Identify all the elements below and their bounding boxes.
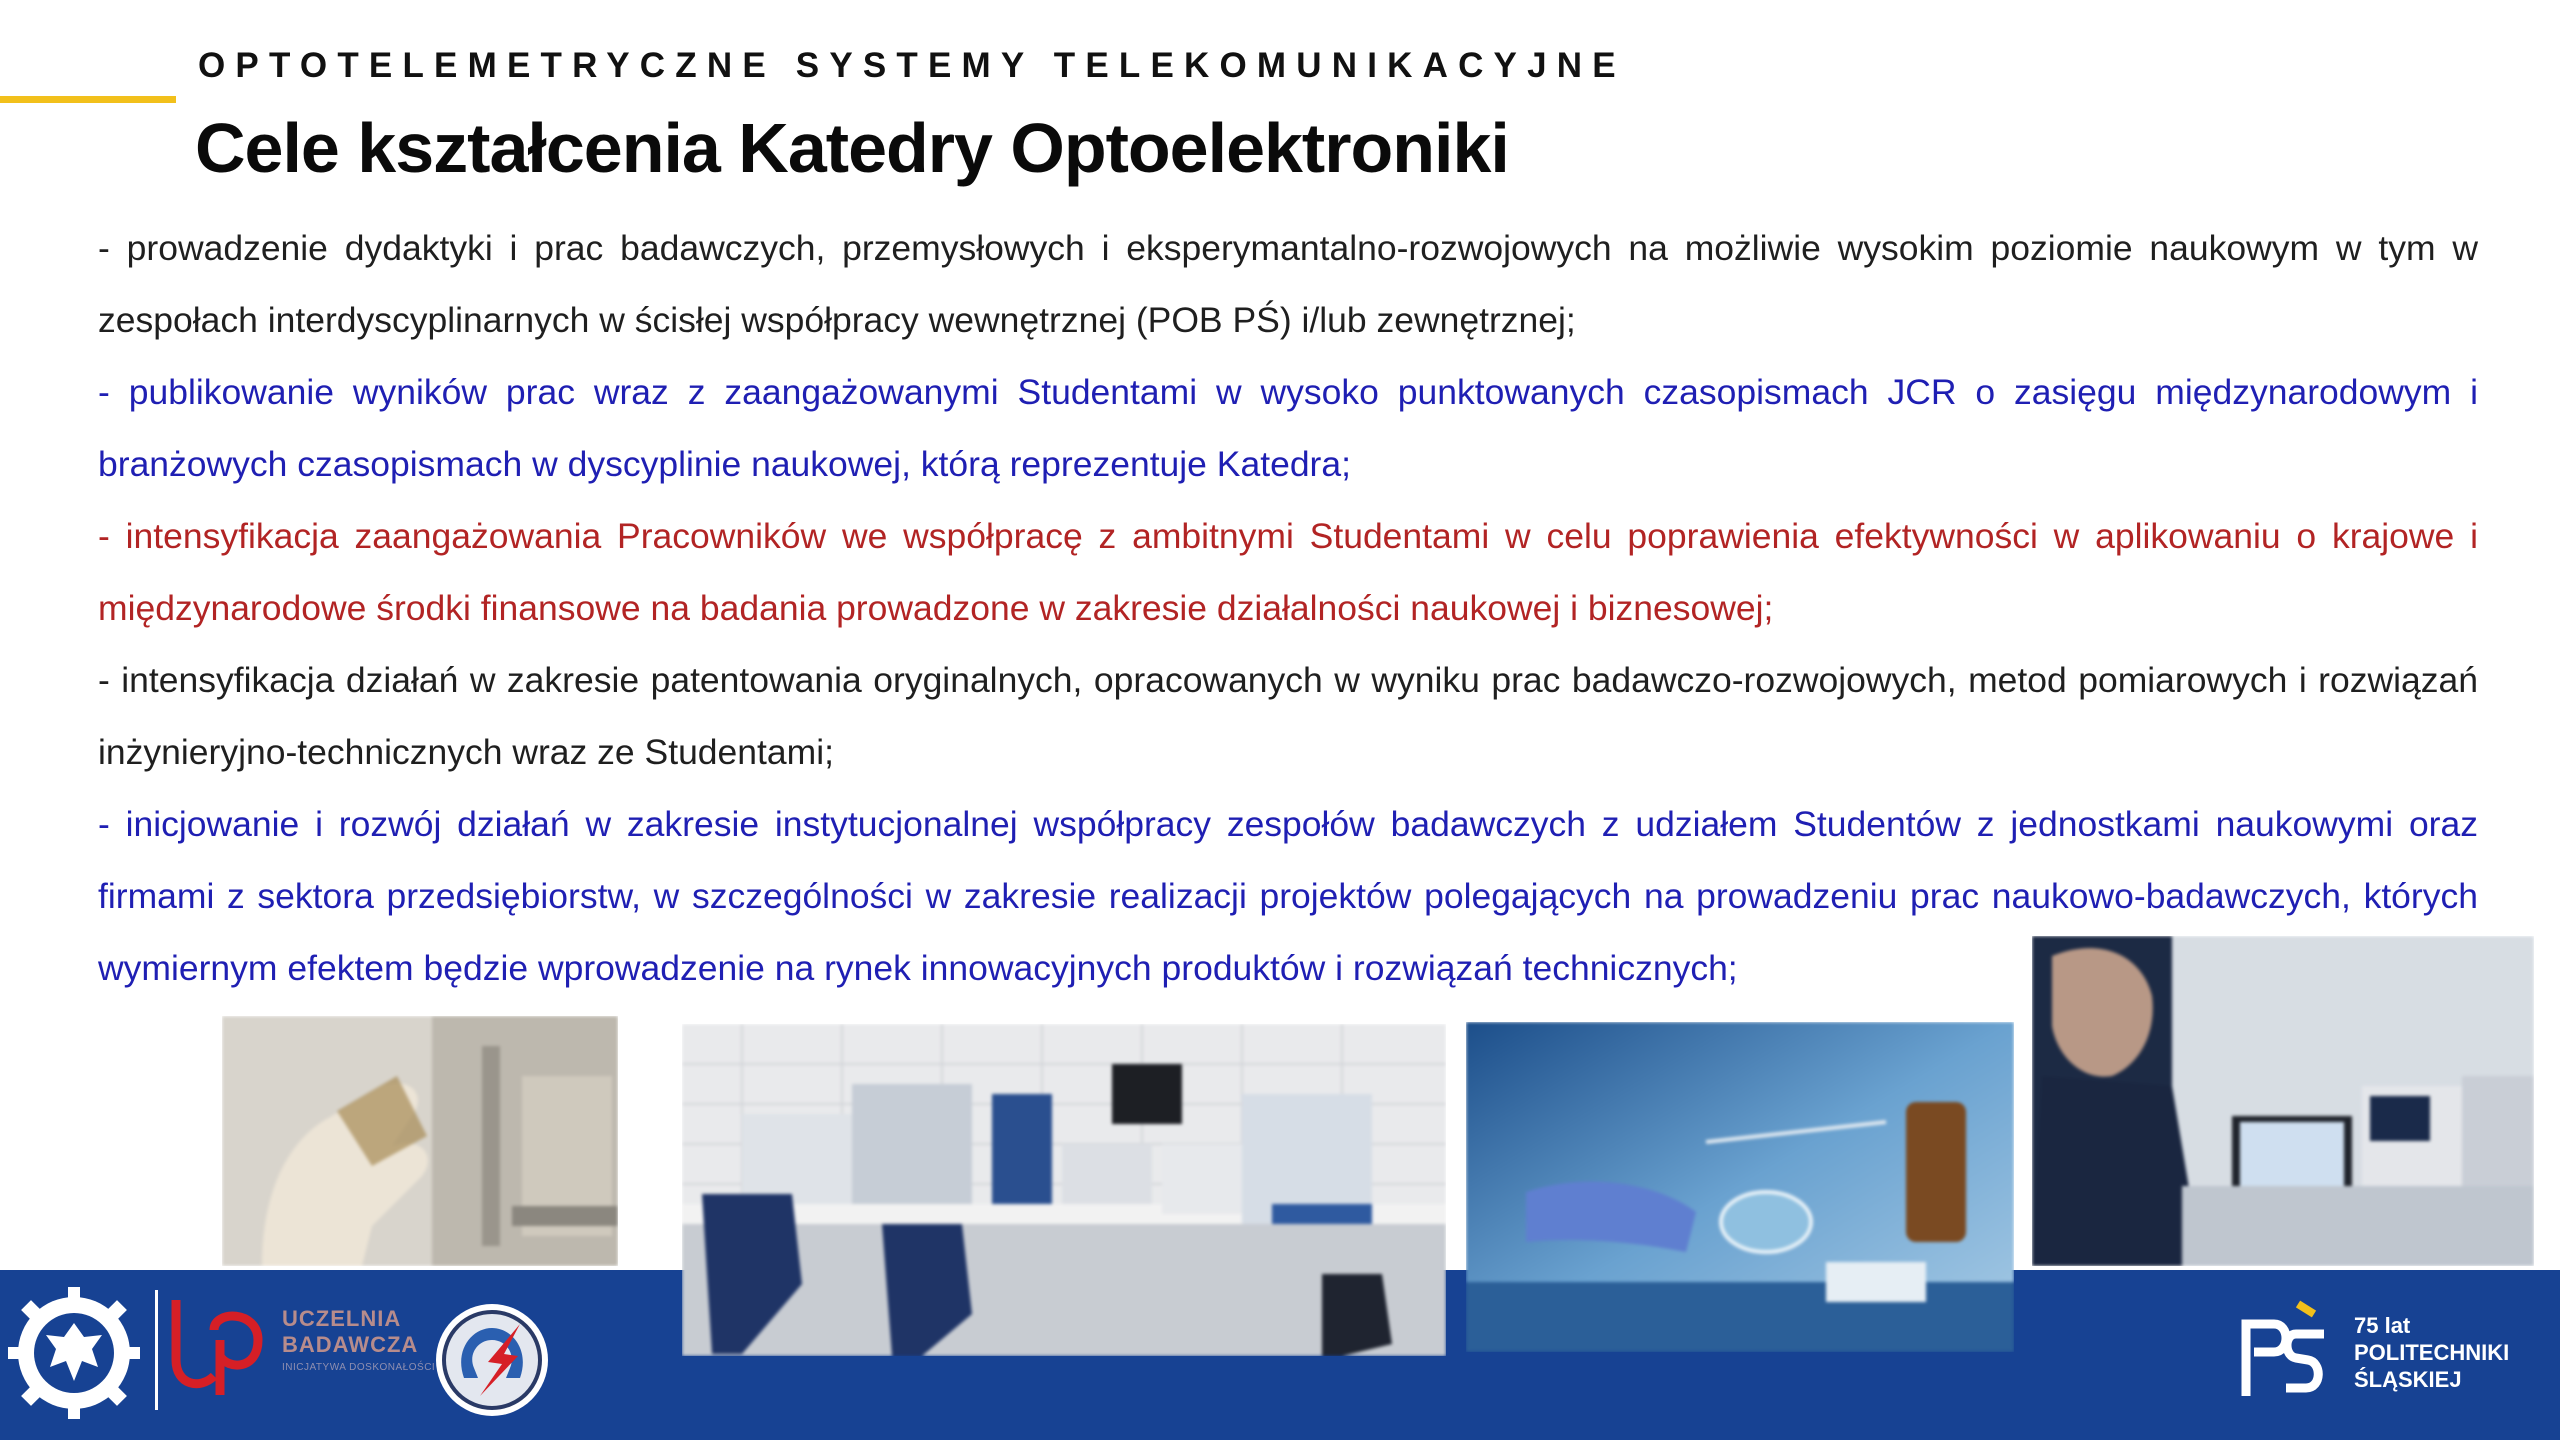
anniversary-text bbox=[2354, 1312, 2509, 1393]
university-seal-logo bbox=[6, 1285, 142, 1421]
objective-publications: - publikowanie wyników prac wraz z zaangażowanymi Studentami w wysoko punktowanych czasopismach JCR o zasięgu międzynarodowym i branżowych czasopismach w dyscyplinie naukowej, którą reprezentuje Katedra; bbox=[98, 372, 2478, 484]
anniv-line-2: POLITECHNIKI bbox=[2354, 1340, 2510, 1365]
ub-line-1: UCZELNIA bbox=[282, 1306, 402, 1331]
department-logo bbox=[432, 1300, 552, 1420]
accent-line bbox=[0, 96, 176, 103]
scientist-glass-image bbox=[1466, 1022, 2014, 1352]
photo-gloved-hand-sample bbox=[222, 1016, 618, 1266]
course-name: OPTOTELEMETRYCZNE SYSTEMY TELEKOMUNIKACYJNE bbox=[198, 46, 1626, 85]
engineer-oscilloscope-image bbox=[2032, 936, 2534, 1266]
anniv-line-3: ŚLĄSKIEJ bbox=[2354, 1367, 2462, 1392]
ub-subtitle: INICJATYWA DOSKONAŁOŚCI bbox=[282, 1362, 436, 1373]
page-title: Cele kształcenia Katedry Optoelektroniki bbox=[195, 109, 1509, 187]
gloved-hand-image bbox=[222, 1016, 618, 1266]
ub-title bbox=[282, 1306, 418, 1358]
photo-engineer-oscilloscope bbox=[2032, 936, 2534, 1266]
ub-logo-icon bbox=[168, 1290, 276, 1400]
anniversary-ps-logo bbox=[2238, 1300, 2330, 1400]
ub-line-2: BADAWCZA bbox=[282, 1332, 419, 1357]
lab-equipment-image bbox=[682, 1024, 1446, 1356]
lightning-omega-icon bbox=[432, 1300, 552, 1420]
anniv-line-1: 75 lat bbox=[2354, 1313, 2411, 1338]
objective-cooperation: - inicjowanie i rozwój działań w zakresie instytucjonalnej współpracy zespołów badawczych z udziałem Studentów z jednostkami naukowymi oraz firmami z sektora przedsiębiorstw, w szczególności w zakresie realizacji projektów polegających na prowadzeniu prac naukowo-badawczych, których wymiernym efektem będzie wprowadzenie na rynek innowacyjnych produktów i rozwiązań technicznych; bbox=[98, 804, 2478, 988]
objectives-list bbox=[98, 212, 2478, 1004]
photo-lab-equipment bbox=[682, 1024, 1446, 1356]
objective-funding: - intensyfikacja zaangażowania Pracowników we współpracę z ambitnymi Studentami w celu poprawienia efektywności w aplikowaniu o krajowe i międzynarodowe środki finansowe na badania prowadzone w zakresie działalności naukowej i biznesowej; bbox=[98, 516, 2478, 628]
objective-teaching-research: - prowadzenie dydaktyki i prac badawczych, przemysłowych i eksperymantalno-rozwojowych na możliwie wysokim poziomie naukowym w tym w zespołach interdyscyplinarnych w ścisłej współpracy wewnętrznej (POB PŚ) i/lub zewnętrznej; bbox=[98, 228, 2478, 340]
gear-eagle-icon bbox=[6, 1285, 142, 1421]
research-university-logo bbox=[168, 1290, 276, 1400]
objective-patents: - intensyfikacja działań w zakresie patentowania oryginalnych, opracowanych w wyniku prac badawczo-rozwojowych, metod pomiarowych i rozwiązań inżynieryjno-technicznych wraz ze Studentami; bbox=[98, 660, 2478, 772]
ps-logo-icon bbox=[2238, 1300, 2330, 1400]
photo-scientist-glass bbox=[1466, 1022, 2014, 1352]
footer-divider bbox=[155, 1290, 158, 1410]
